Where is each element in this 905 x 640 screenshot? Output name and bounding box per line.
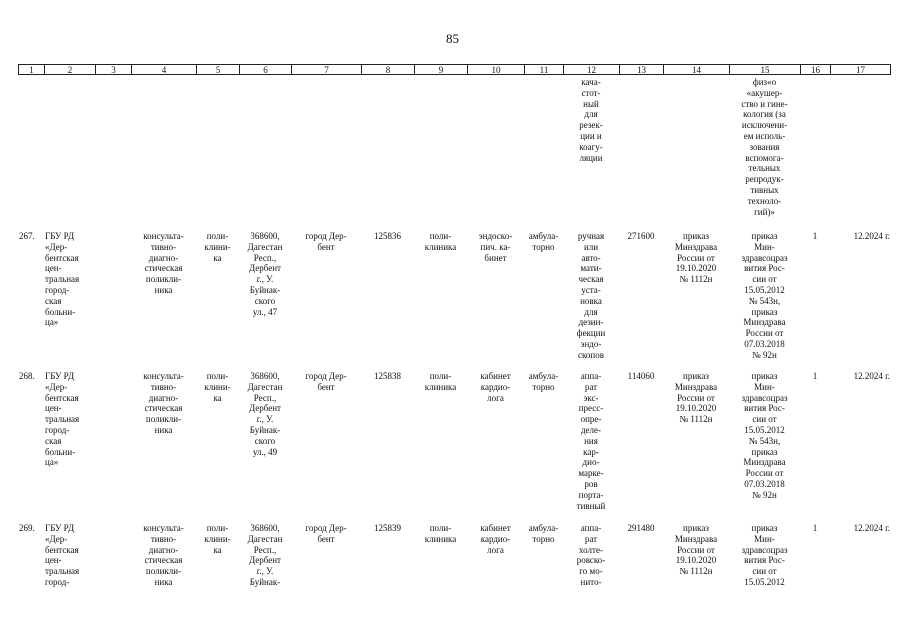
header-col-16: 16 xyxy=(800,64,830,75)
row-2-c10: кабинет кардио- лога xyxy=(480,371,511,403)
row-3-c6: 368600, Дагестан Респ., Дербент г., У. Буйнак- xyxy=(247,523,283,587)
row-2-c14: приказ Минздрава России от 19.10.2020 № 1112н xyxy=(674,371,718,425)
header-col-10: 10 xyxy=(467,64,524,75)
row-2-org: ГБУ РД «Дер- бентская цен- тральная город- ская больни- ца» xyxy=(45,371,80,468)
row-1-c13: 271600 xyxy=(627,231,655,241)
row-1-c11: амбула- торно xyxy=(528,231,559,252)
row-2-c13: 114060 xyxy=(627,371,655,381)
header-col-12: 12 xyxy=(563,64,619,75)
row-3-c11: амбула- торно xyxy=(528,523,559,544)
row-1-c15: приказ Мин- здравсоцраз вития Рос- сии от 15.05.2012 № 543н, приказ Минздрава России от 07.03.2018 № 92н xyxy=(741,231,788,360)
row-2-c6: 368600, Дагестан Респ., Дербент г., У. Буйнак- ского ул., 49 xyxy=(247,371,283,457)
cont-col-12: кача- стот- ный для резек- ции и коагу- ляции xyxy=(579,77,603,163)
row-2-c9: поли- клиника xyxy=(424,371,457,392)
row-1-c16: 1 xyxy=(812,231,818,241)
header-col-8: 8 xyxy=(361,64,414,75)
row-1-c17: 12.2024 г. xyxy=(853,231,890,241)
row-3-c5: поли- клини- ка xyxy=(204,523,231,555)
header-col-3: 3 xyxy=(95,64,131,75)
header-col-14: 14 xyxy=(663,64,729,75)
header-col-4: 4 xyxy=(131,64,196,75)
header-col-2: 2 xyxy=(44,64,95,75)
row-2-c17: 12.2024 г. xyxy=(853,371,890,381)
header-col-6: 6 xyxy=(239,64,291,75)
header-col-9: 9 xyxy=(414,64,467,75)
row-3-c14: приказ Минздрава России от 19.10.2020 № 1112н xyxy=(674,523,718,577)
row-1-c14: приказ Минздрава России от 19.10.2020 № 1112н xyxy=(674,231,718,285)
row-1-org: ГБУ РД «Дер- бентская цен- тральная город- ская больни- ца» xyxy=(45,231,80,328)
cont-col-15: физ«о «акушер- ство и гине- кология (за исключени- ем исполь- зования вспомога- тельных репродук- тивных техноло- гий)» xyxy=(741,77,788,217)
row-1-c6: 368600, Дагестан Респ., Дербент г., У. Буйнак- ского ул., 47 xyxy=(247,231,283,317)
header-col-17: 17 xyxy=(830,64,891,75)
header-col-7: 7 xyxy=(291,64,361,75)
row-2-num: 268. xyxy=(19,371,35,381)
row-2-c15: приказ Мин- здравсоцраз вития Рос- сии от 15.05.2012 № 543н, приказ Минздрава России от 07.03.2018 № 92н xyxy=(741,371,788,500)
header-col-1: 1 xyxy=(18,64,44,75)
row-3-c12: аппа- рат холте- ровско- го мо- нито- xyxy=(576,523,606,587)
row-2-c11: амбула- торно xyxy=(528,371,559,392)
row-2-c12: аппа- рат экс- пресс- опре- деле- ния кар- дио- марке- ров порта- тивный xyxy=(576,371,606,511)
row-3-c4: консульта- тивно- диагно- стическая поликли- ника xyxy=(143,523,184,587)
row-3-c9: поли- клиника xyxy=(424,523,457,544)
row-1-c8: 125836 xyxy=(374,231,401,241)
row-1-c7: город Дер- бент xyxy=(305,231,347,252)
row-2-c5: поли- клини- ка xyxy=(204,371,231,403)
row-1-c10: эндоско- пич. ка- бинет xyxy=(478,231,513,263)
row-2-c7: город Дер- бент xyxy=(305,371,347,392)
header-col-13: 13 xyxy=(619,64,663,75)
row-1-c5: поли- клини- ка xyxy=(204,231,231,263)
row-1-num: 267. xyxy=(19,231,35,241)
row-3-c10: кабинет кардио- лога xyxy=(480,523,511,555)
row-3-c7: город Дер- бент xyxy=(305,523,347,544)
row-2-c16: 1 xyxy=(812,371,818,381)
header-col-15: 15 xyxy=(729,64,800,75)
row-2-c4: консульта- тивно- диагно- стическая поликли- ника xyxy=(143,371,184,435)
row-3-c8: 125839 xyxy=(374,523,401,533)
table-header xyxy=(18,64,891,75)
row-3-c13: 291480 xyxy=(627,523,655,533)
row-3-c15: приказ Мин- здравсоцраз вития Рос- сии от 15.05.2012 xyxy=(741,523,788,587)
row-1-c4: консульта- тивно- диагно- стическая поликли- ника xyxy=(143,231,184,295)
row-2-c8: 125838 xyxy=(374,371,401,381)
row-1-c12: ручная или авто- мати- ческая уста- новка для дезин- фекции эндо- скопов xyxy=(576,231,606,360)
row-1-c9: поли- клиника xyxy=(424,231,457,252)
row-3-org: ГБУ РД «Дер- бентская цен- тральная город- xyxy=(45,523,80,587)
row-3-c16: 1 xyxy=(812,523,818,533)
header-col-5: 5 xyxy=(196,64,239,75)
page-number: 85 xyxy=(446,31,459,46)
row-3-num: 269. xyxy=(19,523,35,533)
header-col-11: 11 xyxy=(524,64,563,75)
row-3-c17: 12.2024 г. xyxy=(853,523,890,533)
